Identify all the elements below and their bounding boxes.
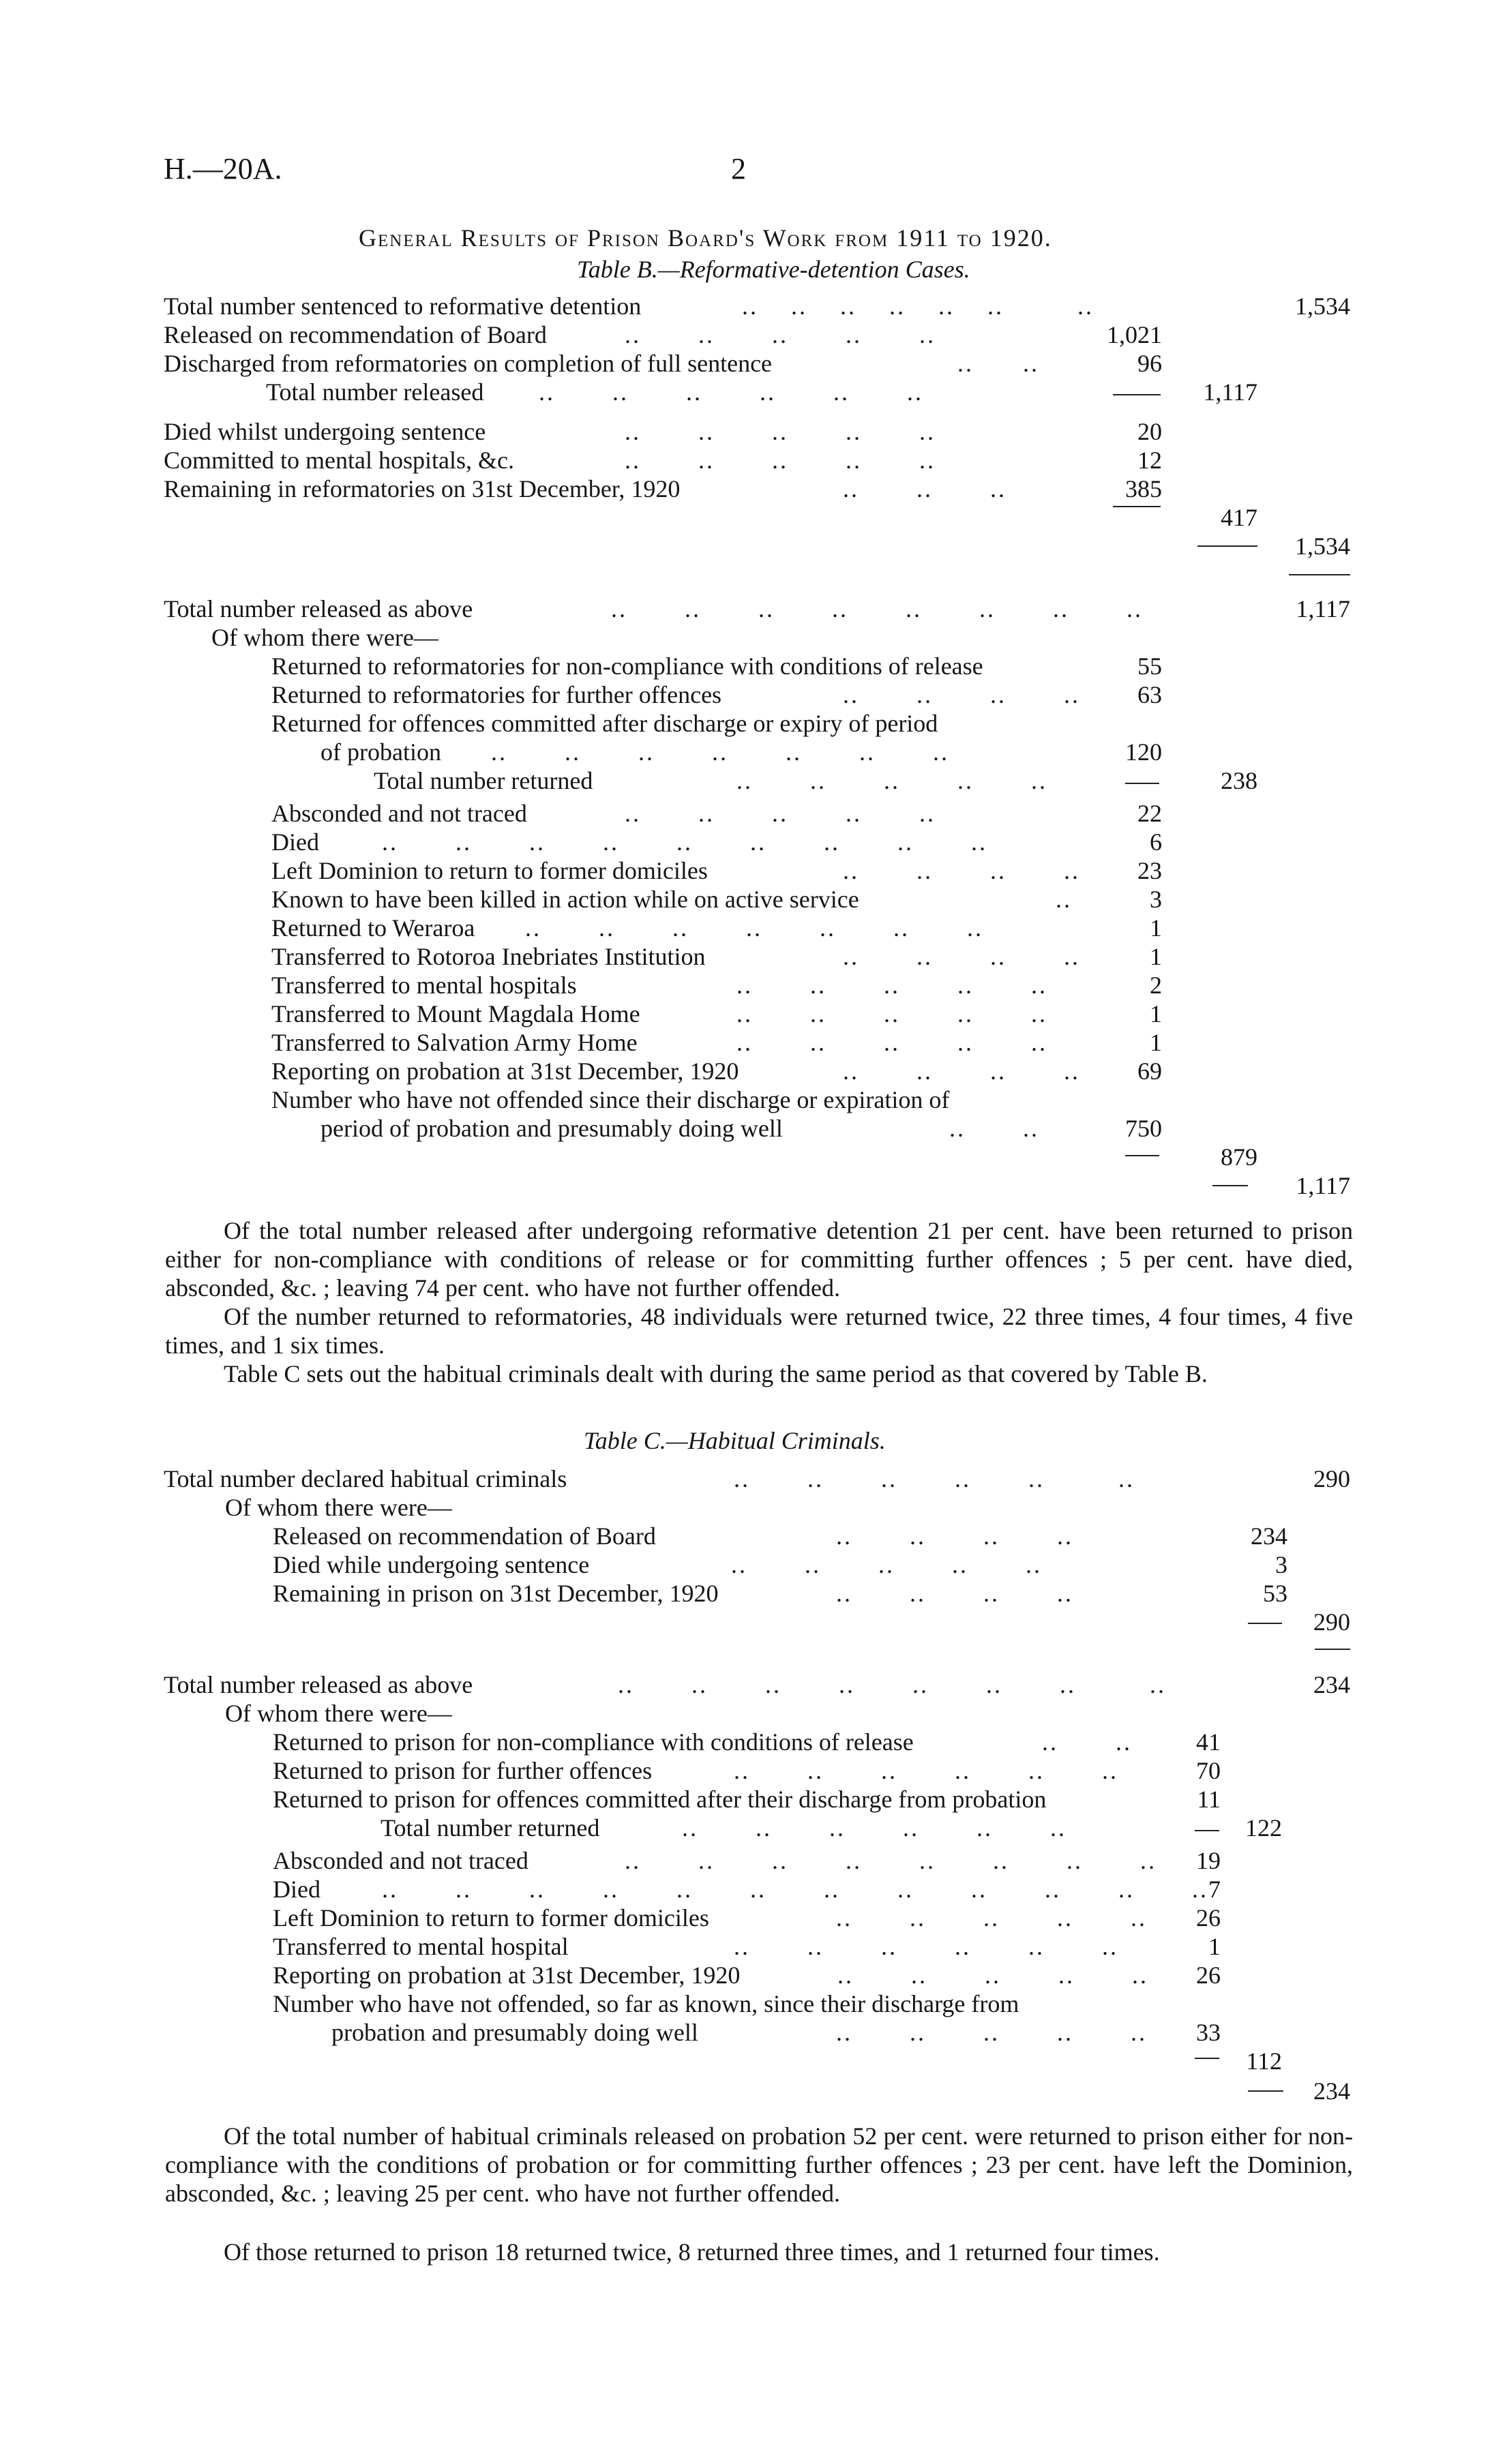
table-cell: 26 (1196, 1962, 1221, 1989)
table-cell: 55 (1137, 652, 1162, 680)
table-row-label: probation and presumably doing well (331, 2019, 698, 2046)
leader-dots: .. .. .. (843, 475, 1007, 502)
paragraph: Of those returned to prison 18 returned twice, 8 returned three times, and 1 returned four times. (224, 2238, 1160, 2266)
table-cell: 1,117 (1296, 1172, 1350, 1199)
table-row-label: Remaining in reformatories on 31st December, 1920 (164, 475, 681, 502)
table-cell: 33 (1196, 2019, 1221, 2046)
leader-dots: .. .. .. .. .. .. (734, 1933, 1118, 1960)
table-cell: 1 (1150, 1029, 1162, 1056)
leader-dots: .. .. (949, 1115, 1039, 1142)
table-cell: 11 (1197, 1786, 1221, 1813)
table-row-label: of probation (321, 738, 441, 766)
leader-dots: .. .. .. .. .. (736, 767, 1047, 794)
table-row-label: Total number returned (381, 1814, 600, 1842)
table-cell: 1 (1150, 914, 1162, 942)
sum-rule (1125, 783, 1159, 784)
table-cell: 120 (1125, 738, 1162, 766)
table-row-label: Remaining in prison on 31st December, 1920 (273, 1580, 719, 1607)
table-cell: 112 (1246, 2047, 1282, 2075)
table-cell: 1,117 (1203, 378, 1257, 406)
sum-rule (1212, 1185, 1248, 1186)
table-cell: 1 (1150, 1000, 1162, 1027)
sum-rule (1197, 545, 1257, 547)
leader-dots: .. .. .. .. .. (837, 1962, 1148, 1989)
leader-dots: .. .. .. .. .. .. .. .. (618, 1671, 1166, 1698)
leader-dots: .. .. .. .. .. .. (734, 1465, 1135, 1492)
leader-dots: .. .. .. .. .. (625, 800, 936, 827)
table-cell: 22 (1137, 800, 1162, 827)
table-cell: 2 (1150, 972, 1162, 999)
leader-dots: .. .. .. .. .. (836, 1904, 1147, 1932)
table-row-label: Total number declared habitual criminals (164, 1465, 567, 1492)
table-row-label: Returned to prison for offences committed after their discharge from probation (273, 1786, 1047, 1813)
table-cell: 234 (1313, 2077, 1350, 2105)
table-row-label: Returned to Weraroa (271, 914, 475, 942)
table-row-label: Number who have not offended since their discharge or expiration of (271, 1086, 950, 1113)
table-c-caption: Table C.—Habitual Criminals. (584, 1427, 886, 1454)
table-row-label: Reporting on probation at 31st December, 1920 (271, 1057, 739, 1085)
table-cell: 7 (1208, 1876, 1221, 1903)
leader-dots: .. .. .. .. .. .. .. (491, 738, 949, 766)
document-code: H.—20A. (164, 152, 282, 185)
table-row-label: Total number returned (374, 767, 593, 794)
table-row-label: Committed to mental hospitals, &c. (164, 447, 514, 474)
table-cell: 19 (1196, 1847, 1221, 1874)
table-row-label: Total number sentenced to reformative detention (164, 292, 642, 320)
table-cell: 1,117 (1296, 595, 1350, 622)
table-cell: 20 (1137, 418, 1162, 445)
leader-dots: .. .. .. .. .. (736, 972, 1047, 999)
leader-dots: .. .. .. .. .. .. (539, 378, 923, 406)
table-row-label: Returned to reformatories for non-compliance with conditions of release (271, 652, 983, 680)
leader-dots: .. .. .. .. .. (625, 321, 936, 348)
table-row-label: Died (271, 828, 319, 856)
leader-dots: .. .. .. .. (843, 943, 1080, 970)
table-cell: 1,534 (1295, 292, 1350, 320)
leader-dots: .. .. .. .. (843, 681, 1080, 708)
table-cell: 1 (1150, 943, 1162, 970)
table-cell: 41 (1196, 1728, 1221, 1756)
table-cell: 3 (1150, 886, 1162, 913)
table-cell: 3 (1275, 1551, 1287, 1578)
table-cell: 234 (1251, 1522, 1287, 1550)
table-row-label: Left Dominion to return to former domiciles (271, 857, 708, 884)
sum-rule (1113, 394, 1161, 395)
leader-dots: .. .. .. .. .. .. .. .. (611, 595, 1143, 622)
table-row-label: Died while undergoing sentence (273, 1551, 590, 1578)
table-row-label: Total number released (266, 378, 484, 406)
leader-dots: .. .. (1042, 1728, 1132, 1756)
leader-dots: .. .. .. .. (843, 857, 1080, 884)
table-cell: 53 (1263, 1580, 1287, 1607)
table-row-label: Total number released as above (164, 595, 473, 622)
sum-rule (1195, 1830, 1219, 1831)
paragraph: Table C sets out the habitual criminals dealt with during the same period as that covered by Table B. (224, 1360, 1208, 1387)
leader-dots: .. .. .. .. .. .. .. .. (625, 1847, 1157, 1874)
table-cell: 238 (1221, 767, 1257, 794)
table-row-label: Returned to reformatories for further offences (271, 681, 722, 708)
table-row-label: Returned to prison for non-compliance with conditions of release (273, 1728, 914, 1756)
table-row-label: Total number released as above (164, 1671, 473, 1698)
sum-rule (1195, 2058, 1219, 2059)
table-cell: 96 (1137, 350, 1162, 377)
table-row-label: Released on recommendation of Board (273, 1522, 656, 1550)
sum-rule (1125, 1155, 1159, 1156)
table-cell: 122 (1245, 1814, 1282, 1842)
table-row-label: Transferred to Rotoroa Inebriates Institution (271, 943, 706, 970)
table-cell: 1,534 (1295, 532, 1350, 560)
table-row-label: period of probation and presumably doing well (321, 1115, 783, 1142)
table-cell: 1 (1208, 1933, 1221, 1960)
leader-dots: .. .. .. .. .. (736, 1029, 1047, 1056)
paragraph: Of the number returned to reformatories, 48 individuals were returned twice, 22 three times, 4 four times, 4 five times, and 1 six times. (165, 1303, 1353, 1359)
leader-dots: .. .. .. .. .. .. .. .. .. (382, 828, 987, 856)
table-row-label: Transferred to mental hospitals (271, 972, 577, 999)
table-b-caption: Table B.—Reformative-detention Cases. (577, 256, 970, 283)
leader-dots: .. .. .. .. .. .. .. .. .. .. .. .. (382, 1876, 1208, 1903)
table-row-label: Discharged from reformatories on completion of full sentence (164, 350, 773, 377)
table-row-label: Absconded and not traced (273, 1847, 528, 1874)
table-cell: 750 (1125, 1115, 1162, 1142)
leader-dots: .. .. .. .. .. .. (734, 1757, 1118, 1784)
leader-dots: .. (1056, 886, 1072, 913)
table-cell: 6 (1150, 828, 1162, 856)
leader-dots: .. .. .. .. .. (625, 418, 936, 445)
table-row-label: Returned for offences committed after discharge or expiry of period (271, 710, 938, 737)
table-cell: 12 (1137, 447, 1162, 474)
table-cell: 290 (1313, 1608, 1350, 1636)
sum-rule (1315, 1649, 1350, 1650)
table-row-label: Left Dominion to return to former domiciles (273, 1904, 709, 1932)
paragraph: Of the total number released after undergoing reformative detention 21 per cent. have been returned to prison either for non-compliance with conditions of release or for committing further offences ; 5 per cent. have died, absconded, &c. ; leaving 74 per cent. who have not further offended. (165, 1217, 1353, 1302)
table-row-label: Died whilst undergoing sentence (164, 418, 486, 445)
leader-dots: .. .. .. .. .. (736, 1000, 1047, 1027)
page-title: General Results of Prison Board's Work from 1911 to 1920. (359, 224, 1052, 252)
sum-rule (1289, 574, 1350, 575)
table-cell: 417 (1221, 504, 1257, 531)
paragraph: Of the total number of habitual criminals released on probation 52 per cent. were returned to prison either for non-compliance with the conditions of probation or for committing further offences ; 23 per cent. have left the Dominion, absconded, &c. ; leaving 25 per cent. who have not further offended. (165, 2122, 1353, 2207)
table-row-label: Of whom there were— (225, 1700, 452, 1727)
table-cell: 234 (1313, 1671, 1350, 1698)
table-cell: 70 (1196, 1757, 1221, 1784)
table-cell: 385 (1125, 475, 1162, 502)
leader-dots: .. .. .. .. .. .. .. (525, 914, 983, 942)
table-row-label: Transferred to Salvation Army Home (271, 1029, 638, 1056)
table-row-label: Died (273, 1876, 321, 1903)
table-row-label: Of whom there were— (211, 624, 438, 651)
leader-dots: .. .. .. .. .. .. .. (742, 292, 1094, 320)
table-cell: 879 (1221, 1143, 1257, 1171)
table-row-label: Number who have not offended, so far as known, since their discharge from (273, 1990, 1019, 2017)
leader-dots: .. .. .. .. .. (836, 2019, 1147, 2046)
leader-dots: .. .. .. .. (836, 1580, 1073, 1607)
table-cell: 1,021 (1107, 321, 1162, 348)
table-cell: 69 (1137, 1057, 1162, 1085)
leader-dots: .. .. (957, 350, 1039, 377)
table-row-label: Known to have been killed in action while on active service (271, 886, 859, 913)
page-number: 2 (731, 152, 746, 185)
table-row-label: Returned to prison for further offences (273, 1757, 653, 1784)
table-row-label: Transferred to mental hospital (273, 1933, 569, 1960)
leader-dots: .. .. .. .. .. (731, 1551, 1042, 1578)
table-cell: 63 (1137, 681, 1162, 708)
table-row-label: Transferred to Mount Magdala Home (271, 1000, 640, 1027)
leader-dots: .. .. .. .. (843, 1057, 1080, 1085)
leader-dots: .. .. .. .. .. .. (682, 1814, 1067, 1842)
table-row-label: Absconded and not traced (271, 800, 527, 827)
table-row-label: Reporting on probation at 31st December, 1920 (273, 1962, 741, 1989)
sum-rule (1113, 506, 1161, 507)
table-cell: 26 (1196, 1904, 1221, 1932)
leader-dots: .. .. .. .. .. (625, 447, 936, 474)
leader-dots: .. .. .. .. (836, 1522, 1073, 1550)
table-row-label: Released on recommendation of Board (164, 321, 547, 348)
table-cell: 23 (1137, 857, 1162, 884)
table-cell: 290 (1313, 1465, 1350, 1492)
table-row-label: Of whom there were— (225, 1494, 452, 1521)
